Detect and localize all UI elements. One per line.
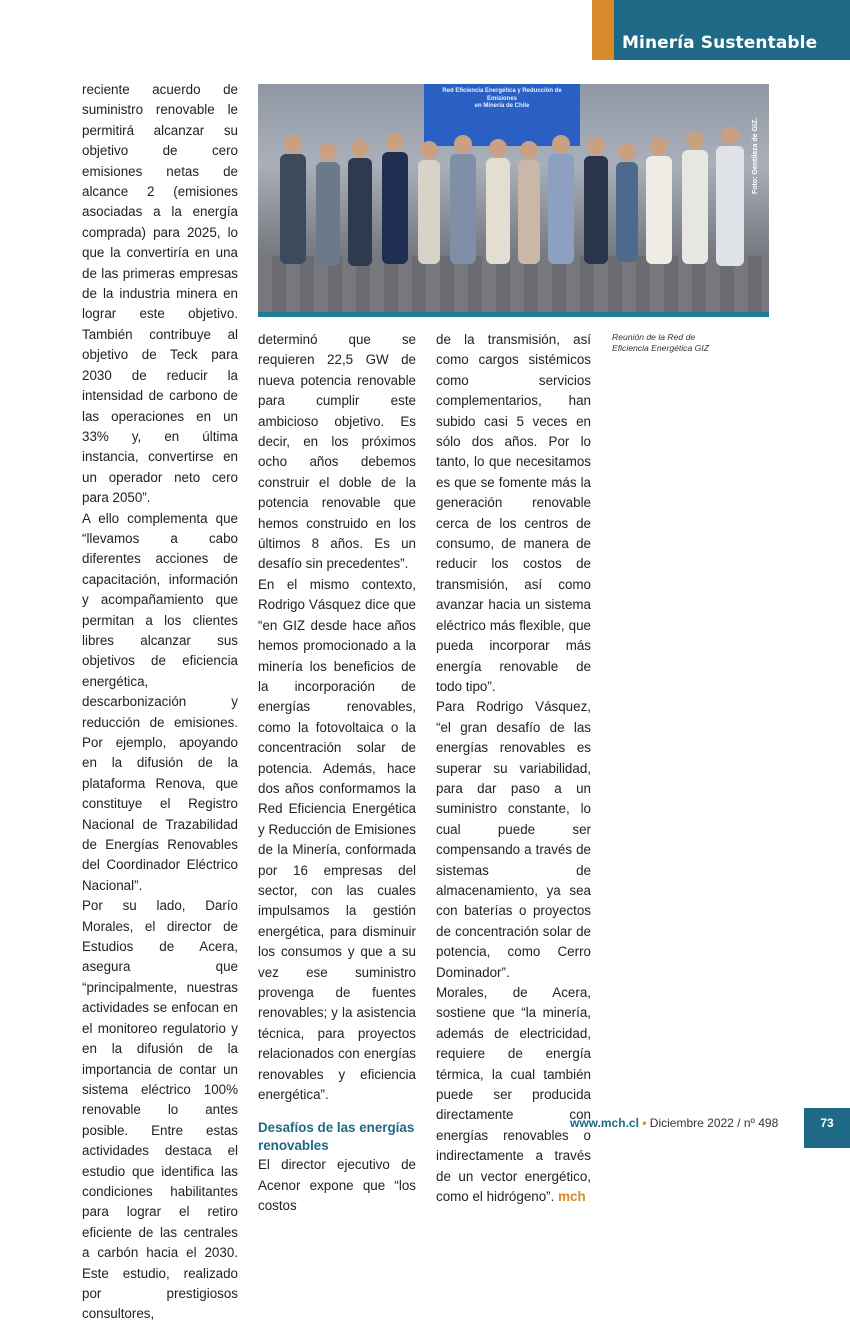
section-subheading: Desafíos de las energías renovables — [258, 1120, 415, 1154]
photo-credit: Foto: Gentileza de GIZ. — [752, 117, 759, 194]
paragraph: En el mismo contexto, Rodrigo Vásquez dice que “en GIZ desde hace años hemos promocionado a la minería los beneficios de la incorporación de energías renovables, como la fotovoltaica o la concentración solar de potencia. Además, hace dos años conformamos la Red Eficiencia Energética y Reducción de Emisiones de la Minería, conformada por 16 empresas del sector, con las cuales impulsamos la gestión energética, para disminuir los consumos y que a su vez ese suministro provenga de fuentes renovables; y la asistencia técnica, para proyectos relacionados con energías renovables y eficiencia energética”. — [258, 576, 416, 1103]
paragraph: A ello complementa que “llevamos a cabo diferentes acciones de capacitación, información y acompañamiento que permitan a los clientes libres alcanzar sus objetivos de eficiencia energética, descarbonización y reducción de emisiones. Por ejemplo, apoyando en la difusión de la plataforma Renova, que constituye el Registro Nacional de Trazabilidad de Energías Renovables del Coordinador Eléctrico Nacional”. — [82, 510, 238, 893]
footer-separator: • — [642, 1116, 647, 1130]
paragraph: determinó que se requieren 22,5 GW de nueva potencia renovable para cumplir este ambicioso objetivo. Es decir, en los próximos ocho años debemos construir el doble de la potencia renovable que hemos construido en los últimos 8 años. Es un desafío sin precedentes”. — [258, 332, 416, 572]
paragraph: de la transmisión, así como cargos sistémicos como servicios complementarios, han subido casi 5 veces en sólo dos años. Por lo tanto, lo que necesitamos es que se fomente más la generación renovable cerca de los centros de consumo, de manera de reducir los costos de transmisión, así como avanzar hacia un sistema eléctrico más flexible, que pueda incorporar más energía renovable de todo tipo”. — [436, 332, 591, 694]
header-accent-bar — [592, 0, 614, 60]
screen-line: Emisiones — [486, 95, 517, 102]
paragraph: reciente acuerdo de suministro renovable le permitirá alcanzar su objetivo de cero emisiones netas de alcance 2 (emisiones asociadas a la energía comprada) para 2025, lo que la convertiría en una de las primeras empresas de la industria minera en lograr este objetivo. También contribuye al objetivo de Teck para 2030 de reducir la intensidad de carbono de las operaciones en un 33% y, en última instancia, convertirse en un operador neto cero para 2050”. — [82, 82, 238, 506]
group-of-people-illustration — [258, 84, 769, 312]
group-photo — [258, 84, 769, 312]
screen-line: Red Eficiencia Energética y Reducción de — [442, 88, 562, 94]
paragraph-text: Morales, de Acera, sostiene que “la minería, además de electricidad, requiere de energía térmica, la cual también puede ser producida directamente con energías renovables o indirectamente a través de un vector energético, como el hidrógeno”. — [436, 985, 591, 1205]
page-number: 73 — [804, 1108, 850, 1148]
issue-info: Diciembre 2022 / nº 498 — [649, 1116, 779, 1130]
photo-caption: Reunión de la Red de Eficiencia Energética GIZ — [612, 332, 709, 353]
section-header — [592, 0, 850, 60]
column-2 — [258, 330, 416, 1217]
photo-underline — [258, 312, 769, 317]
end-mark-logo: mch — [558, 1189, 586, 1205]
paragraph: El director ejecutivo de Acenor expone que “los costos — [258, 1157, 416, 1214]
page-footer — [570, 1116, 778, 1130]
website-link[interactable]: www.mch.cl — [570, 1116, 639, 1130]
screen-line: en Minería de Chile — [474, 103, 530, 109]
paragraph: Por su lado, Darío Morales, el director de Estudios de Acera, asegura que “principalmente, nuestras actividades se enfocan en el monitoreo regulatorio y en la difusión de la importancia de contar un sistema eléctrico 100% renovable lo antes posible. Entre estas actividades destaca el estudio que identifica las condiciones habilitantes para lograr el retiro eficiente de las centrales a carbón hacia el 2030. Este estudio, realizado por prestigiosos consultores, — [82, 898, 238, 1322]
column-1 — [82, 80, 238, 1325]
paragraph-final — [436, 983, 591, 1207]
section-title: Minería Sustentable — [622, 33, 818, 53]
paragraph: Para Rodrigo Vásquez, “el gran desafío de las energías renovables es superar su variabilidad, para dar paso a un suministro constante, lo cual puede ser compensando a través de sistemas de almacenamiento, ya sea con baterías o proyectos de concentración solar de potencia, como Cerro Dominador”. — [436, 699, 591, 980]
column-3 — [436, 330, 591, 1207]
